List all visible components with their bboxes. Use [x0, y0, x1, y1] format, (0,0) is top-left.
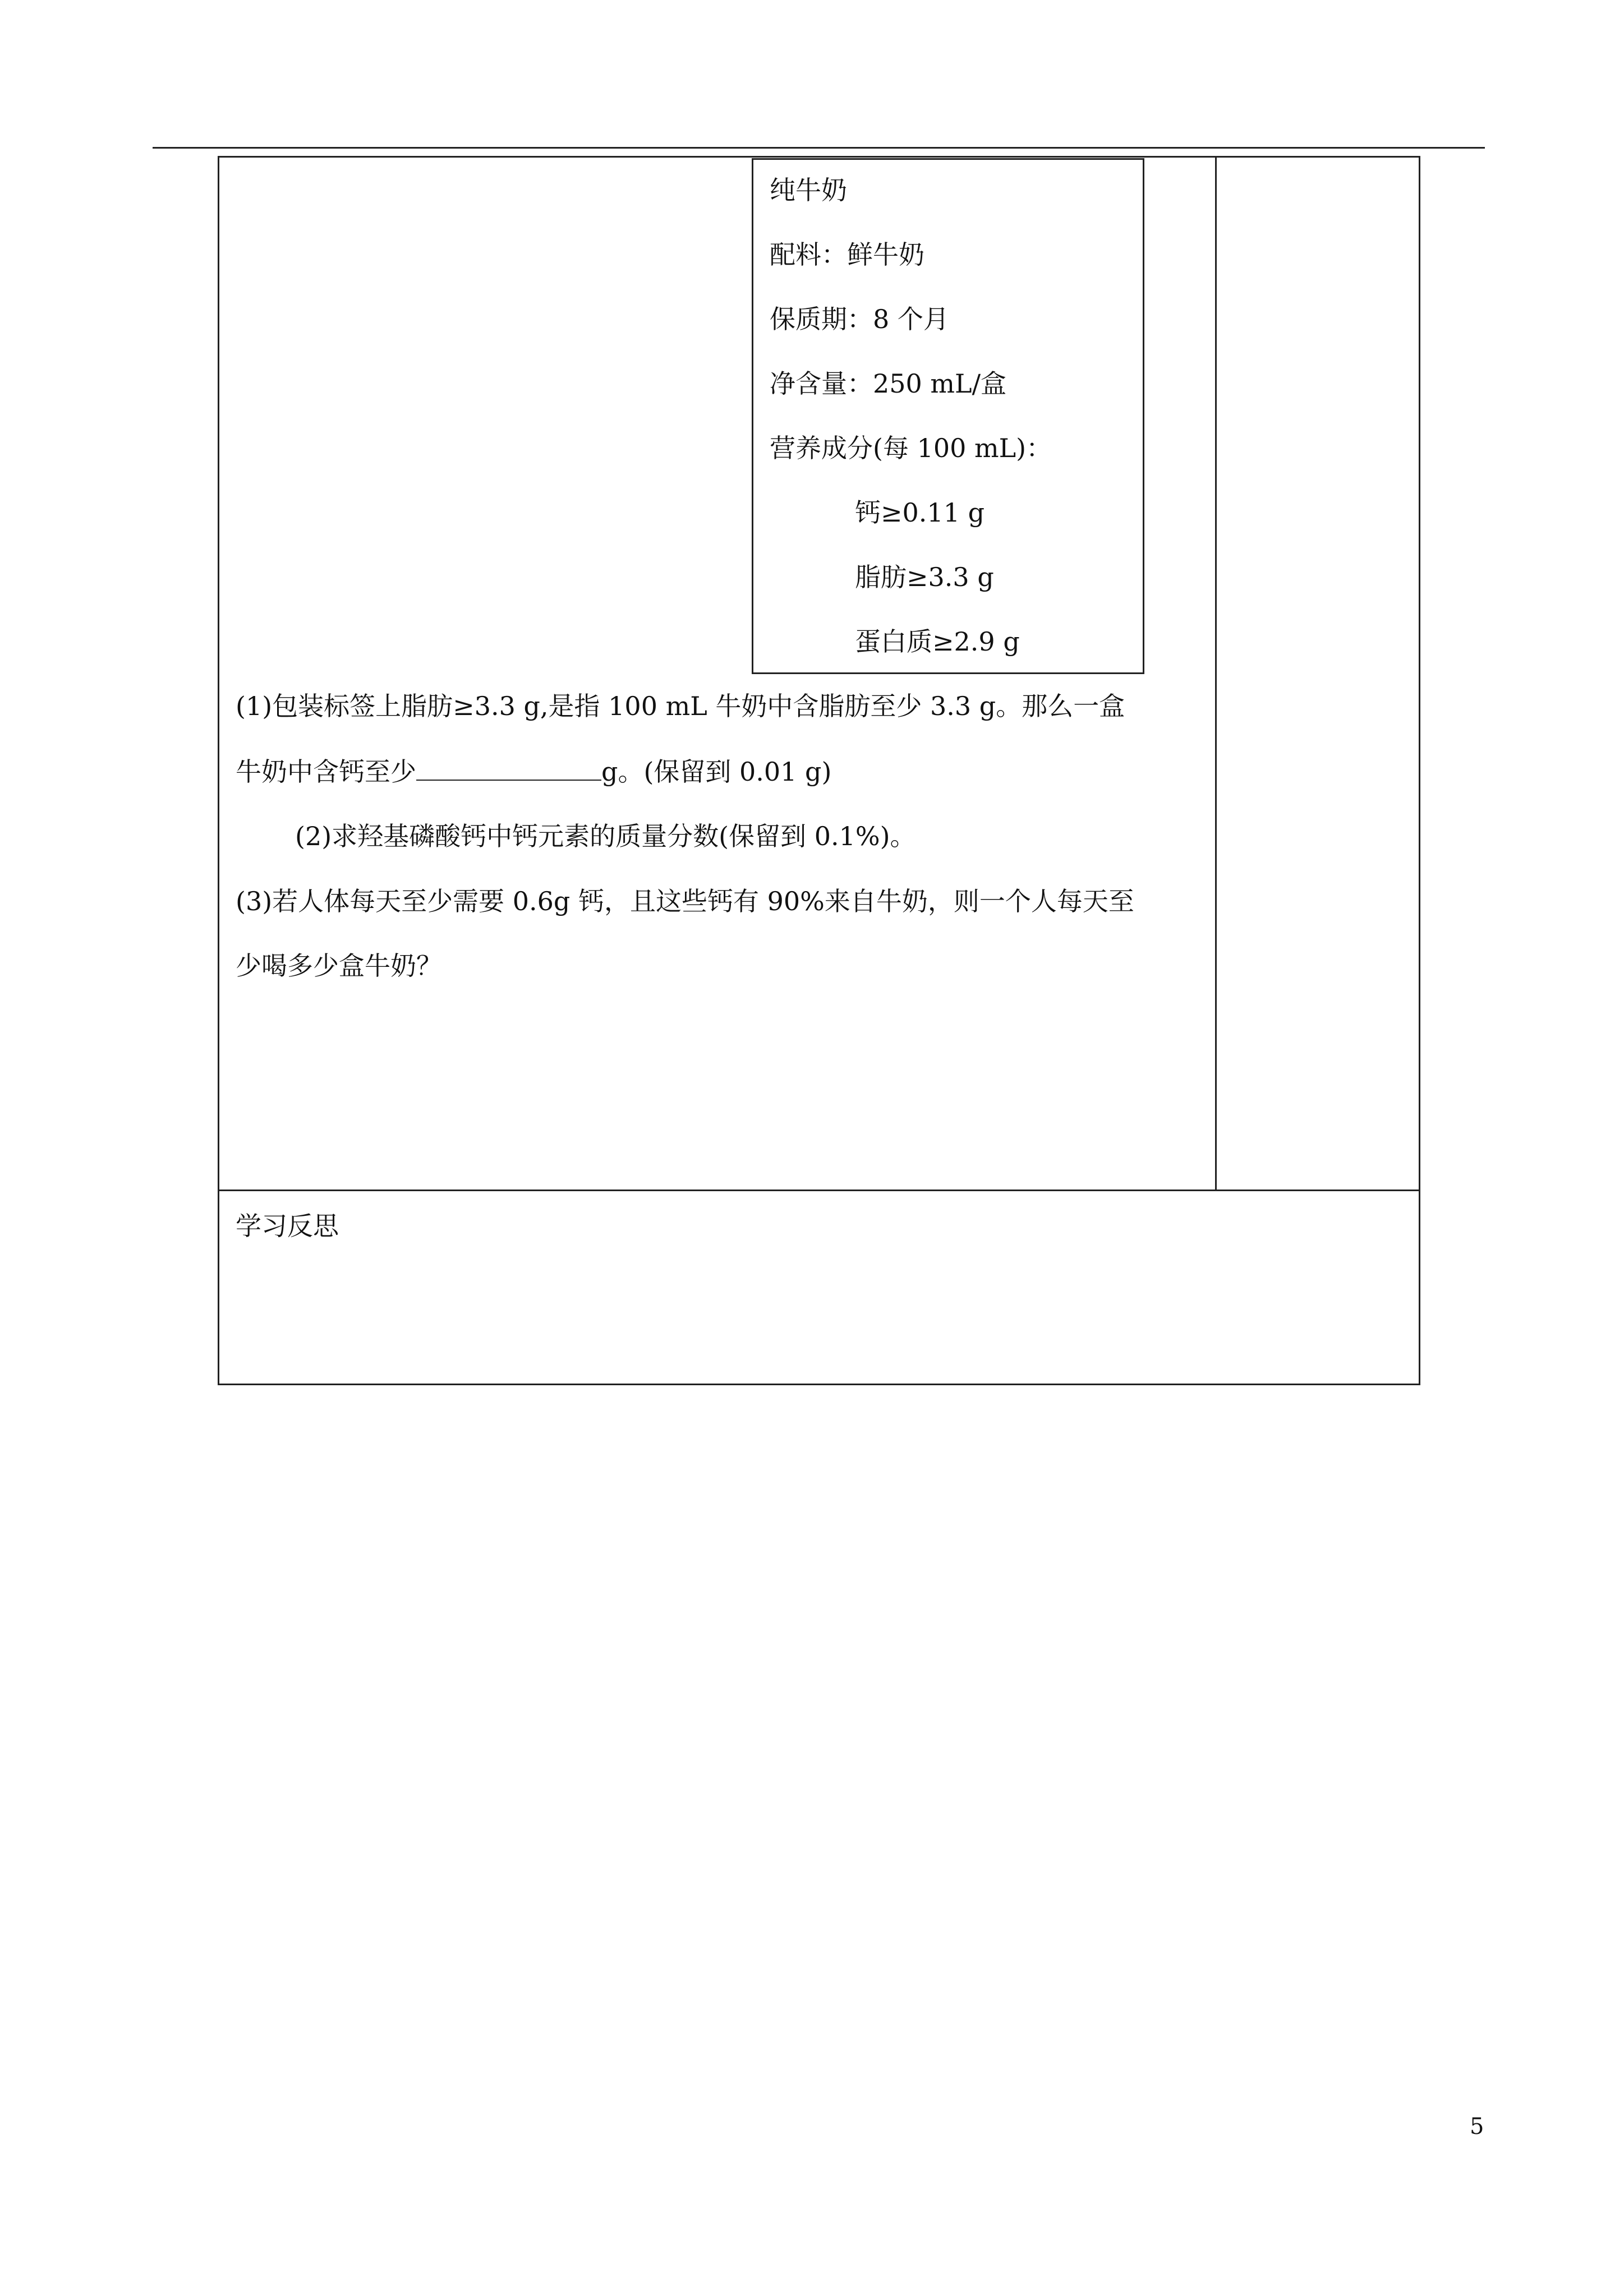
question-3-line-2: 少喝多少盒牛奶？	[236, 951, 442, 981]
milk-label-box	[752, 158, 1144, 674]
reflection-title: 学习反思	[236, 1211, 339, 1241]
question-2: (2)求羟基磷酸钙中钙元素的质量分数(保留到 0.1%)。	[295, 821, 916, 851]
page-number: 5	[1470, 2114, 1484, 2140]
label-net-content: 净含量：250 mL/盒	[770, 368, 1007, 399]
question-3-line-1: (3)若人体每天至少需要 0.6g 钙，且这些钙有 90%来自牛奶，则一个人每天至	[236, 886, 1134, 916]
label-nutrition-heading: 营养成分(每 100 mL)：	[770, 433, 1052, 463]
label-title: 纯牛奶	[770, 175, 847, 205]
label-protein: 蛋白质≥2.9 g	[855, 626, 1020, 657]
label-fat: 脂肪≥3.3 g	[855, 562, 994, 592]
question-1-line-2	[236, 758, 831, 785]
label-calcium: 钙≥0.11 g	[855, 497, 985, 528]
question-1-text-before-blank: 牛奶中含钙至少	[236, 757, 416, 787]
question-1-line-1: (1)包装标签上脂肪≥3.3 g,是指 100 mL 牛奶中含脂肪至少 3.3 g。那么一盒	[236, 691, 1125, 721]
answer-blank	[416, 758, 601, 781]
table-column-divider	[1215, 156, 1217, 1191]
header-rule	[153, 147, 1485, 149]
table-row-divider	[218, 1190, 1420, 1191]
question-1-text-after-blank: g。(保留到 0.01 g)	[601, 757, 832, 787]
label-ingredients: 配料：鲜牛奶	[770, 239, 924, 270]
label-shelf-life: 保质期：8 个月	[770, 304, 949, 334]
